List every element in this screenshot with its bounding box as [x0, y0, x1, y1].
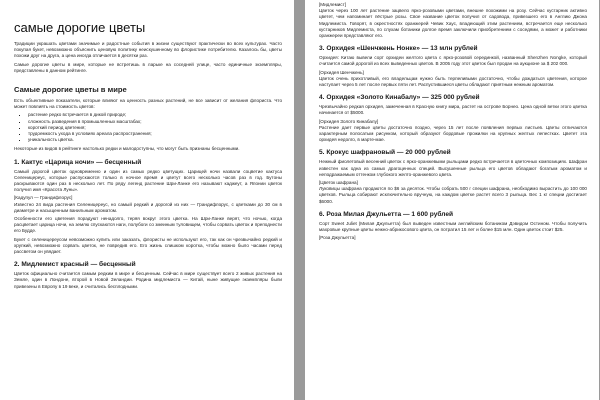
- document-page-right: [305, 0, 599, 400]
- item-heading: 4. Орхидея «Золото Кинабалу» — 325 000 рублей: [319, 94, 480, 102]
- item-paragraph: Цветок официально считается самым редким в мире и бесценным. Сейчас в мире существует всего 2 живых растения на Земле, один в Лондоне, второй в Новой Зеландии. Родина мидлемиста — Китай, ныне живущие экземпляры были привезены в Европу в 19 веке, и считались бесплодными.: [14, 271, 282, 289]
- image-caption: [Орхидея Золото Кинабалу]: [319, 118, 379, 124]
- price-factors-list: [14, 112, 282, 143]
- section-intro: Есть объективные показатели, которые влияют на ценность разных растений, не все зависит от желания флориста. Что может повлиять на стоимость цветов:: [14, 98, 282, 110]
- document-title: самые дорогие цветы: [14, 20, 146, 35]
- item-paragraph: Сорт Sweet Juliet (Милая Джульетта) был выведен известным английским ботаником Дэвидом Остином. Чтобы получить махровые крупные цветы нежно-абрикосового цвета, он потратил 15 лет и более $15 млн. Один цветок стоит $25.: [319, 220, 587, 233]
- list-item: ▪ трудоемкость ухода в условиях ареала распространения;: [28, 131, 282, 137]
- item-paragraph: Чрезвычайно редкая орхидея, замеченная в Красную книгу мира, растет на острове Борнео. Цена одной ветки этого цветка начинается от $5000.: [319, 104, 587, 116]
- image-caption: [Мидлемист]: [319, 2, 346, 7]
- item-heading: 3. Орхидея «Шенчжень Нонке» — 13 млн рублей: [319, 45, 478, 53]
- list-item: ▪ короткий период цветения;: [28, 125, 282, 131]
- list-item: ▪ растение редко встречается в дикой природе;: [28, 112, 282, 118]
- item-paragraph: Букет с селеницереусом невозможно купить или заказать, флористы не используют его, так как он чрезвычайно редкий и хрупкий, невозможно сорвать цветок, не повредив его. Его жизнь слишком коротка, чтобы можно было часами перед рассветом он увядает.: [14, 236, 282, 255]
- item-paragraph: Цветок через 100 лет растение зацвело ярко-розовыми цветами, внешне похожими на розу. Сейчас кустарник активно цветет, чем напоминает пёстрые розы. Свое название цветок получил от садовода, привезшего его в Англию Джона Мидлемиста. Говорят, в окрестностях оранжерей Чевик Хаус, владеющий этим растением, встречается еще несколько кустарников Мидлемиста, по слухам ботаники долгое время заключили приобретением с соседями, а может и работники оранжереи представляют его.: [319, 8, 587, 39]
- factors-outro: Некоторые из видов в рейтинге настолько редки и малодоступны, что могут быть признаны бесценными.: [14, 146, 240, 152]
- section-heading: Самые дорогие цветы в мире: [14, 85, 127, 95]
- item-paragraph: Цветок очень прихотливый, его владельцам нужно быть терпеливыми достаточно, чтобы дождаться цветения, которое наступает через 5 лет после первых пяти лет. Распустившиеся цветы обладают приятным нежным ароматом.: [319, 75, 587, 88]
- item-heading: 2. Мидлемист красный — бесценный: [14, 261, 136, 269]
- item-paragraph: Орхидея: Китаю вывели сорт орхидеи желтого цвета с ярко-розовой серединкой, названный Shenzhen Nongke, который считается самой дорогой из всех выведенных цветов. В 2005 году этот цветок был продан на аукционе за $ 202 000.: [319, 55, 587, 67]
- item-paragraph: Растение дает первые цветы достаточно поздно, через 15 лет после появления первых листьев. Цветы отличаются характерным полосатым рисунком, который образуют бордовые прожилки на крупных желтых лепестках. Цветет эта орхидея недолго, в марте-мае.: [319, 124, 587, 143]
- item-heading: 6. Роза Милая Джульетта — 1 600 рублей: [319, 210, 454, 218]
- list-item: ▪ сложность разведения в промышленных масштабах;: [28, 119, 282, 125]
- image-caption: [Роза Джульетта]: [319, 235, 356, 241]
- item-paragraph: Особенности его цветения порадуют ненадолго, теряя вокруг этого цветка. На Шри-Ланке верят, что ночью, когда расцветает царица ночи, на землю спускаются наги, полубоги со змеиным туловищем, чтобы сорвать цветок и преподнести его Будде.: [14, 216, 282, 234]
- intro-paragraph: Самые дорогие цветы в мире, которые не встретишь в ларьке на соседней улице, часто единичные экземпляры, представлены в данном рейтинге.: [14, 61, 282, 73]
- list-item: ▪ уникальность цветка.: [28, 137, 282, 143]
- item-heading: 1. Кактус «Царица ночи» — бесценный: [14, 158, 142, 166]
- image-caption: [Кадупул — Грандифлорус]: [14, 195, 73, 201]
- item-paragraph: Нежный фиолетовый весенний цветок с ярко-оранжевыми рыльцами редко встречается в цветочных композициях. Шафран известен как одна из самых драгоценных специй. Высушенные рыльца его цветов обладают богатым ароматом и неподражаемым оттенком глубокого желто-оранжевого цвета.: [319, 159, 587, 177]
- document-page-left: [0, 0, 294, 400]
- item-paragraph: Самый дорогой цветок одновременно и один из самых редко цветущих. Царицей ночи назвали соцветие кактуса Селеницереус, которые распускаются только в ночное время и цветут всего несколько часов раз в год. Бутоны раскрываются один раз в несколько лет. По ряду легенд растение Шри-Ланке его называют каджеут, а Японии цветок получил имя «Красота Луны».: [14, 168, 282, 193]
- item-paragraph: Известно 24 вида растения Селеницереус, но самый редкий и дорогой из них — Грандифлорус, с цветками до 30 см в диаметре и насыщенным ванильным ароматом.: [14, 201, 282, 213]
- image-caption: [Цветок шафрана]: [319, 180, 358, 186]
- item-heading: 5. Крокус шафрановый — 20 000 рублей: [319, 149, 451, 157]
- intro-paragraph: Традиции украшать цветами значимые и радостные события в жизни существуют практически во всех культурах. Часто покупая букет, невозможно объяснить ценовую политику неискушенному во флористике потребителю. Казалось бы, цветы похожи друг на друга, а цена иногда отличается в десятки раз.: [14, 41, 282, 59]
- image-caption: [Орхидея Шенчжень]: [319, 69, 364, 75]
- item-paragraph: Луковицы шафрана продаются по $6 за десяток. Чтобы собрать 500 г специи шафрана, необходимо вырастить до 100 000 цветков. Рыльца собирают исключительно вручную, на каждом цветке растет всего 3 рыльца. Вес 1 кг специи достигает $6000.: [319, 186, 587, 204]
